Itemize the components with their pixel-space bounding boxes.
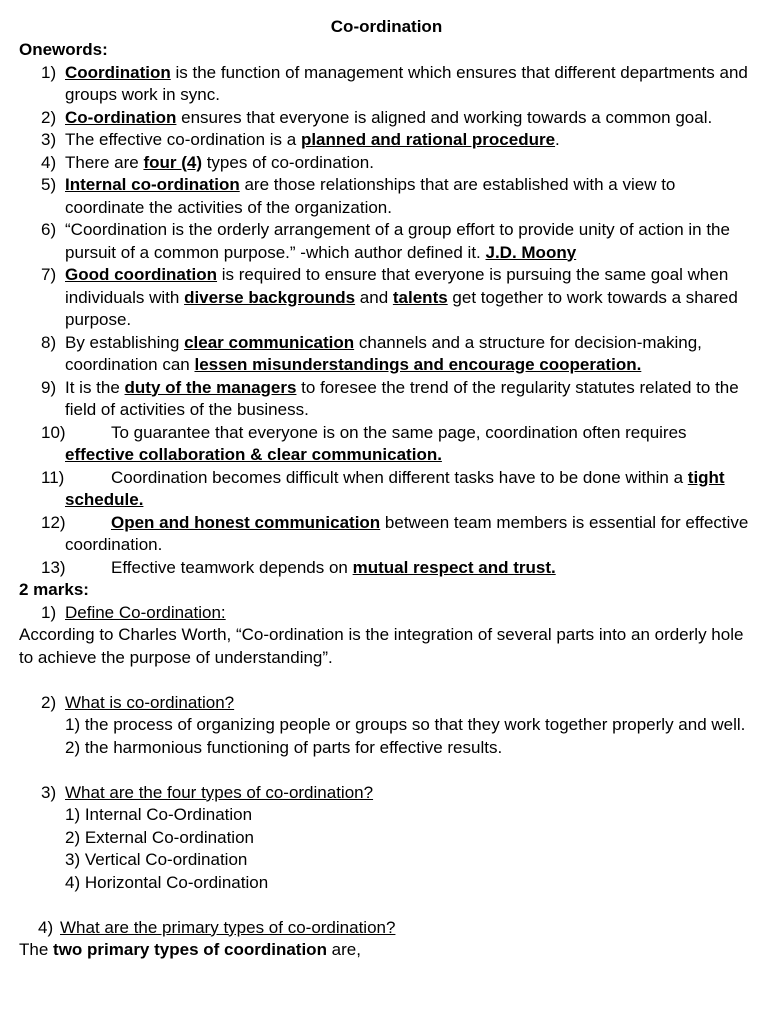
oneword-item	[19, 62, 754, 107]
key-term: tight schedule.	[65, 467, 725, 509]
item-text: is the function of management which ensures that different departments and groups work in sync.	[65, 62, 748, 104]
answer-suffix: are,	[326, 940, 361, 959]
answer-bold: two primary types of coordination	[53, 940, 327, 959]
oneword-item	[19, 129, 754, 152]
page-title: Co-ordination	[330, 17, 443, 36]
key-term: duty of the managers	[124, 377, 297, 397]
spacer	[19, 669, 754, 692]
item-number: 6)	[41, 220, 57, 239]
item-text: By establishing	[65, 332, 185, 352]
key-term: diverse backgrounds	[184, 287, 356, 307]
key-term: mutual respect and trust.	[352, 557, 556, 577]
item-number: 8)	[41, 332, 57, 352]
item-text: “Coordination is the orderly arrangement of a group effort to provide unity of action in the pursuit of a common purpose.” -which author defined it.	[65, 220, 730, 262]
key-term: Open and honest communication	[111, 512, 381, 532]
answer-line: 1) Internal Co-Ordination	[65, 805, 253, 824]
answer-line: 1) the process of organizing people or groups so that they work together properly and well.	[65, 715, 746, 734]
item-text: types of co-ordination.	[201, 152, 374, 172]
key-term: lessen misunderstandings and encourage cooperation.	[194, 355, 642, 374]
item-number: 2)	[41, 107, 57, 127]
key-term: Internal co-ordination	[65, 175, 240, 194]
item-number: 1)	[41, 62, 57, 82]
oneword-list	[19, 62, 754, 580]
answer-line: 2) External Co-ordination	[65, 827, 254, 847]
item-text: channels and a structure for decision-making, coordination can	[65, 332, 702, 374]
oneword-item	[19, 422, 754, 467]
item-text: The effective co-ordination is a	[65, 130, 301, 149]
oneword-item	[19, 512, 754, 557]
question-text: What are the four types of co-ordination?	[65, 782, 374, 802]
answer-4	[19, 939, 754, 962]
question-text: Define Co-ordination:	[65, 602, 226, 622]
oneword-item	[19, 107, 754, 130]
answer-line: 2) the harmonious functioning of parts for effective results.	[65, 737, 503, 757]
key-term: Good coordination	[65, 265, 218, 284]
key-term: J.D. Moony	[485, 242, 577, 262]
item-number: 7)	[41, 265, 57, 284]
answer-line: 3) Vertical Co-ordination	[65, 850, 248, 869]
item-text: to foresee the trend of the regularity statutes related to the field of activities of the business.	[65, 377, 739, 419]
item-text: ensures that everyone is aligned and working towards a common goal.	[176, 107, 713, 127]
answer-3-list	[19, 804, 754, 894]
question-number: 1)	[41, 602, 57, 622]
item-number: 10)	[41, 422, 66, 442]
item-text: between team members is essential for effective coordination.	[65, 512, 749, 554]
onewords-heading: Onewords:	[19, 40, 108, 59]
item-text: Effective teamwork depends on	[111, 557, 353, 577]
answer-line: 4) Horizontal Co-ordination	[65, 872, 269, 892]
key-term: talents	[392, 287, 448, 307]
item-text: .	[555, 130, 560, 149]
answer-1: According to Charles Worth, “Co-ordination is the integration of several parts into an orderly hole to achieve the purpose of understanding”.	[19, 625, 744, 667]
question-4	[19, 917, 754, 940]
question-3	[19, 782, 754, 805]
question-number: 4)	[38, 917, 54, 937]
oneword-item	[19, 264, 754, 332]
item-number: 13)	[41, 557, 66, 577]
item-text: To guarantee that everyone is on the same page, coordination often requires	[111, 422, 687, 442]
question-2	[19, 692, 754, 715]
oneword-item	[19, 174, 754, 219]
item-text: Coordination becomes difficult when different tasks have to be done within a	[111, 467, 688, 487]
oneword-item	[19, 219, 754, 264]
item-number: 9)	[41, 377, 57, 397]
document-page	[19, 16, 754, 962]
item-number: 5)	[41, 175, 57, 194]
item-number: 3)	[41, 130, 57, 149]
item-text: get together to work towards a shared purpose.	[65, 287, 738, 329]
oneword-item	[19, 467, 754, 512]
key-term: four (4)	[143, 152, 202, 172]
oneword-item	[19, 332, 754, 377]
oneword-item	[19, 557, 754, 580]
item-text: There are	[65, 152, 144, 172]
question-text: What are the primary types of co-ordination?	[60, 917, 396, 937]
key-term: clear communication	[184, 332, 355, 352]
item-text: It is the	[65, 377, 125, 397]
item-text: and	[355, 287, 393, 307]
key-term: effective collaboration & clear communication.	[65, 445, 442, 464]
answer-2-list	[19, 714, 754, 759]
question-number: 2)	[41, 692, 57, 712]
item-text: are those relationships that are established with a view to coordinate the activities of the organization.	[65, 175, 676, 217]
oneword-item	[19, 152, 754, 175]
item-text: is required to ensure that everyone is pursuing the same goal when individuals with	[65, 265, 729, 307]
question-1	[19, 602, 754, 625]
answer-prefix: The	[19, 940, 54, 959]
item-number: 4)	[41, 152, 57, 172]
spacer	[19, 894, 754, 917]
spacer	[19, 759, 754, 782]
question-number: 3)	[41, 782, 57, 802]
key-term: Co-ordination	[65, 107, 177, 127]
two-marks-heading: 2 marks:	[19, 580, 89, 599]
item-number: 12)	[41, 512, 66, 532]
item-number: 11)	[41, 467, 65, 487]
oneword-item	[19, 377, 754, 422]
key-term: planned and rational procedure	[300, 130, 556, 149]
key-term: Coordination	[65, 62, 171, 82]
question-text: What is co-ordination?	[65, 692, 235, 712]
